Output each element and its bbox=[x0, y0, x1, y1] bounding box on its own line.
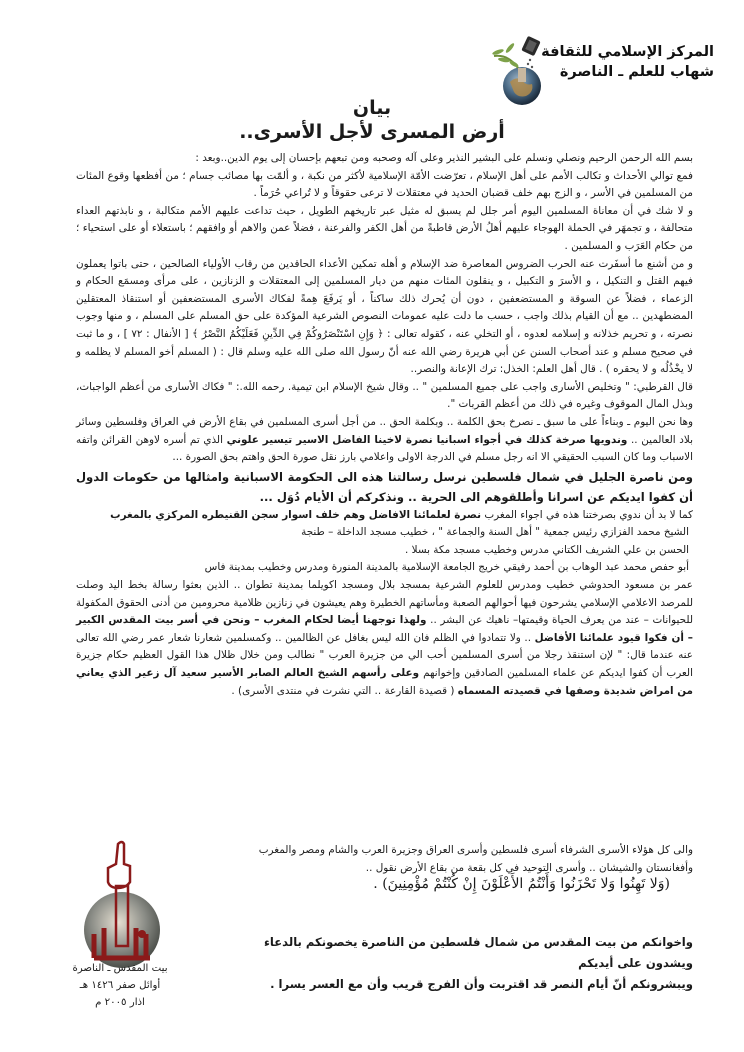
statement-title bbox=[0, 96, 744, 144]
text-span: .. ولا تتمادوا في الظلم فان الله ليس بغافل عن الظالمين .. وكمسلمين شعارنا شعار عمر رضي الله تعالى عنه عندما قال: " لإن استنقذ رجلا من أسرى المسلمين أحب الي من جزيرة العرب " نطالب ومن خلال ظلال هذا القول العظيم حكام جزيرة العرب أن كفوا ايديكم عن علماء المسلمين الصادقين وإخوانهم bbox=[76, 631, 693, 680]
paragraph bbox=[76, 507, 693, 525]
text-span: عمر بن مسعود الحدوشي خطيب ومدرس للعلوم الشرعية بمسجد بلال ومسجد اكويلما بمدينة تطوان .. الذين بعثوا رسالة بخط اليد وصلت للمرصد الاعلامي الإسلامي يشرحون فيها أحوالهم الصعبة ومأساتهم الخطيرة وهم يعيشون في زنازين ظلامية محرومين من أدنى الحقوق المكفولة للحيوانات – عند من يعرف الحياة وقيمتها– ناهيك عن البشر .. bbox=[76, 579, 693, 627]
org-name-line1: المركز الإسلامي للثقافة bbox=[541, 44, 714, 60]
closing-line: ويبشرونكم أنّ أيام النصر قد اقتربت وأن الفرج قريب وأن مع العسر يسرا . bbox=[270, 977, 693, 991]
closing-line: واخوانكم من بيت المقدس من شمال فلسطين من الناصرة يخصونكم بالدعاء ويشدون على أيديكم bbox=[263, 935, 693, 970]
list-item: أبو حفص محمد عبد الوهاب بن أحمد رفيقي خريج الجامعة الإسلامية بالمدينة المنورة ومدرس وخطيب بمدينة فاس bbox=[204, 561, 689, 574]
paragraph-quotes: قال القرطبي: " وتخليص الأسارى واجب على جميع المسلمين " .. وقال شيخ الإسلام ابن تيمية. رحمه الله.: " فكاك الأسارى من أعظم الواجبات، وبذل المال الموقوف وغيره في ذلك من أعظم القربات ". bbox=[76, 380, 693, 411]
hijri-date: أوائل صفر ١٤٢٦ هـ bbox=[79, 980, 161, 991]
bold-text: نصرة لعلمائنا الافاضل وهم خلف اسوار سجن القنيطره المركزي بالمغرب bbox=[110, 508, 482, 521]
org-name-line2: شهاب للعلم ـ الناصرة bbox=[559, 64, 714, 80]
list-item: الشيخ محمد الفزازي رئيس جمعية " أهل السنة والجماعة " ، خطيب مسجد الداخلة – طنجة bbox=[301, 526, 689, 539]
org-name bbox=[541, 42, 714, 82]
prisoner-names-list bbox=[76, 524, 693, 577]
paragraph: و لا شك في أن معاناة المسلمين اليوم أمر جلل لم يسبق له مثيل عبر تاريخهم الطويل ، حيث تداعت عليهم الأمم متكالبة ، و نابذتهم العداء متحالفة ، و تجمهَر في الحملة الهوجاء عليهم أهلُ الأرض قاطبةً من أهل الكفر والفرعنة ، فضلاً عمن والاهم أو وافقهم ؛ باستعلاء أو على استحياء ؛ من حكام العَرَب و المسلمين . bbox=[76, 204, 693, 252]
paragraph-basmala: بسم الله الرحمن الرحيم ونصلي ونسلم على البشير النذير وعلى آله وصحبه ومن تبعهم بإحسان إلى يوم الدين..وبعد : bbox=[195, 152, 693, 164]
text-span: ( قصيدة القارعة .. التي نشرت في منتدى الأسرى) . bbox=[231, 684, 458, 697]
bold-text: ولهذا توجهنا أيضا لحكام المغرب – ونحن في أسر بيت المقدس الكبير – أن فكوا قيود علمائنا الأفاضل bbox=[76, 614, 693, 644]
place-and-date bbox=[60, 960, 180, 1011]
paragraph-appeal-spain: ومن ناصرة الجليل في شمال فلسطين نرسل رسالتنا هذه الى الحكومة الاسبانية وامثالها من حكومات الدول أن كفوا ايديكم عن اسرانا وأطلقوهم الى الحرية .. ونذكركم أن الأيام دُوَل ... bbox=[76, 469, 693, 504]
paragraph: فمع توالي الأحداث و تكالب الأمم على أهل الإسلام ، تعرّضت الأمّة الإسلامية لأكثر من نكبة ، و ألمّت بها مصائب جسام ؛ من أفظعها وقوع المئات من المسلمين في الأسر ، و الزج بهم خلف قضبان الحديد في معتقلات لا ترعى حقوقاً و لا تُراعي حُرَماً . bbox=[76, 169, 693, 200]
text-span: كما لا بد أن ندوي بصرختنا هذه في اجواء المغرب bbox=[481, 508, 693, 521]
statement-body bbox=[76, 150, 693, 700]
list-item: الحسن بن علي الشريف الكتاني مدرس وخطيب مسجد مكة بسلا . bbox=[405, 543, 689, 556]
text-span: الذي تم أسره لاوهن القرائن واتفه الاسباب وما كان السبب الحقيقي الا انه رجل مسلم في الدرجة الاولى واعلامي بارز نقل صورة الحق واهتم بحق الصورة ... bbox=[76, 433, 693, 464]
closing-message bbox=[216, 932, 693, 995]
page-subtitle: أرض المسرى لأجل الأسرى.. bbox=[239, 121, 505, 143]
paragraph bbox=[76, 577, 693, 700]
text-span: وها نحن اليوم ـ وبناءاً على ما سبق ـ نصرخ بحق الكلمة .. وبكلمة الحق .. من أجل أسرى المسلمين في بقاع الأرض في العراق وفلسطين وسائر بلاد العالمين .. bbox=[76, 415, 693, 446]
gregorian-date: اذار ٢٠٠٥ م bbox=[95, 997, 145, 1008]
bold-text: وندويها صرخة كذلك في أجواء اسبانيا نصرة لاخينا الفاضل الاسير تيسير علوني bbox=[226, 433, 628, 446]
paragraph-to-prisoners: والى كل هؤلاء الأسرى الشرفاء أسرى فلسطين وأسرى العراق وجزيرة العرب والشام ومصر والمغرب وأفغانستان والشيشان .. وأسرى التوحيد في كل بقعة من بقاع الأرض نقول .. bbox=[258, 844, 693, 874]
raised-fist-globe-emblem-icon bbox=[74, 838, 170, 978]
place-label: بيت المقدس ـ الناصرة bbox=[72, 963, 168, 974]
paragraph: و من أشنع ما أسفَرت عنه الحرب الضروس المعاصرة ضد الإسلام و أهله تمكين الأعداء الحاقدين من رقاب الأولياء الصالحين ، حتى باتوا يعملون فيهم القتل و التنكيل ، و الأسرَ و التكبيل ، و ينقلون المئات منهم من ديار المسلمين إلى المعتقلات و الزنازين ، على مرأى ومسمَع الحكام و الزعماء ، فضلاً عن السوقة و المستضعفين ، دون أن يُحرك ذلك ساكناً ، أو يَرفَعَ هِمةً لفكاك الأسرى المستضعفين أو استنقاذ المعتقلين المضطهدين .. مع أن القيام بذلك واجب ، حسب ما دلت عليه عمومات النصوص الشرعية المؤكدة على حق المسلم على المسلم ، و منها وجوب نصرته ، و تحريم خذلانه و إسلامه لعدوه ، أو التخلي عنه ، كقوله تعالى : ﴿ وَإِنِ اسْتَنْصَرُوكُمْ فِي الدِّينِ فَعَلَيْكُمُ النَّصْرُ ﴾ [ الأنفال : ٧٢ ] ، و ما ثبت في صحيح مسلم و عند أصحاب السنن عن أبي هريرة رضي الله عنه أنّ رسول الله صلى الله عليه وسلم قال : ( المسلم أخو المسلم لا يظلمه و لا يخْذُلُه و لا يحقره ) . قال أهل العلم: الخذل: ترك الإعانة والنصر.. bbox=[76, 257, 693, 376]
page-title: بيان bbox=[352, 97, 392, 119]
quran-verse: (وَلا تَهِنُوا وَلا تَحْزَنُوا وَأَنْتُمُ الأَعْلَوْنَ إِنْ كُنْتُمْ مُؤْمِنِينَ) . bbox=[373, 876, 670, 892]
bold-text: وعلى رأسهم الشيخ العالم الصابر الأسير سعيد آل زعير الذي يعاني من امراض شديدة وصفها في قصيدته المسماه bbox=[76, 667, 693, 697]
paragraph bbox=[76, 414, 693, 467]
